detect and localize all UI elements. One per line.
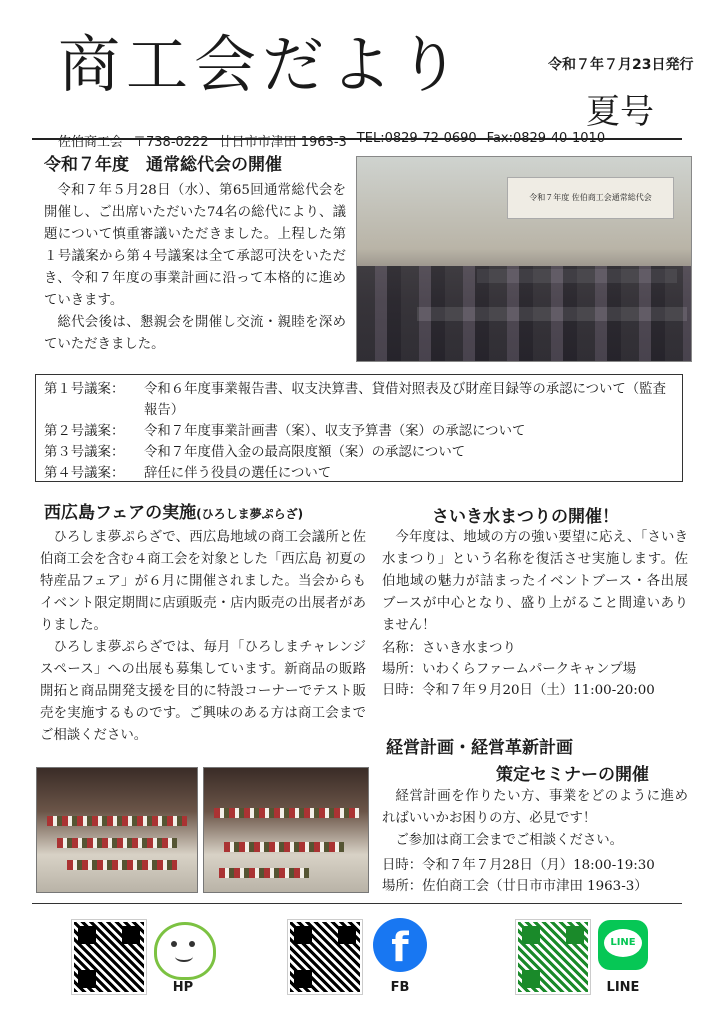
article4-para2: ご参加は商工会までご相談ください。 [395, 833, 624, 848]
newsletter-title: 商工会だより [58, 28, 467, 101]
agenda-box [35, 374, 683, 482]
article1-body [44, 180, 346, 356]
seminar-place: 場所：佐伯商工会（廿日市市津田 1963-3） [382, 879, 648, 894]
article4-heading-line1: 経営計画・経営革新計画 [386, 738, 573, 758]
article3-body [382, 527, 688, 637]
article3-heading: さいき水まつりの開催！ [432, 507, 619, 527]
hp-qr-code[interactable] [72, 920, 146, 994]
footer-rule [32, 903, 682, 904]
org-name: 佐伯商工会 [58, 135, 124, 150]
article2-body [40, 527, 366, 747]
article4-heading-line2: 策定セミナーの開催 [496, 765, 649, 785]
festival-name: 名称：さいき水まつり [382, 641, 516, 656]
line-qr-code[interactable] [516, 920, 590, 994]
festival-place: 場所：いわくらファームパークキャンプ場 [382, 662, 637, 677]
general-meeting-photo [356, 156, 692, 362]
fair-photo-left [36, 767, 198, 893]
facebook-icon[interactable]: f [373, 918, 427, 972]
agenda-item: 第４号議案： 辞任に伴う役員の選任について [44, 466, 332, 481]
issue-date: 令和７年７月23日発行 [548, 57, 694, 73]
meeting-banner: 令和７年度 佐伯商工会通常総代会 [507, 177, 674, 219]
festival-datetime: 日時：令和７年９月20日（土）11:00-20:00 [382, 683, 655, 698]
issue-season: 夏号 [586, 92, 654, 132]
article2-para2: ひろしま夢ぷらざでは、毎月「ひろしまチャレンジスペース」への出展も募集しています。新商品の販路開拓と商品開発支援を目的に特設コーナーでテスト販売を実施するものです。ご興味のある方は商工会までご相談ください。 [40, 640, 366, 743]
seminar-info [382, 855, 655, 897]
postal-code: 〒738-0222 [133, 135, 209, 150]
water-festival-info [382, 638, 655, 701]
agenda-item: 第３号議案： 令和７年度借入金の最高限度額（案）の承認について [44, 445, 466, 460]
tel: TEL:0829-72-0690 [356, 131, 477, 146]
article1-para1: 令和７年５月28日（水）、第65回通常総代会を開催し、ご出席いただいた74名の総代により、議題について慎重審議いただきました。上程した第１号議案から第４号議案は全て承認可決をいただき、令和７年度の事業計画に沿って本格的に進めていきます。 [44, 183, 346, 308]
article2-para1: ひろしま夢ぷらざで、西広島地域の商工会議所と佐伯商工会を含む４商工会を対象とした「西広島 初夏の特産品フェア」が６月に開催されました。当会からもイベント限定期間に店頭販売・店内販売の出展者がありました。 [40, 530, 366, 633]
hp-label[interactable]: HP [172, 980, 194, 995]
article3-para1: 今年度は、地域の方の強い要望に応え、「さいき水まつり」という名称を復活させ実施します。佐伯地域の魅力が詰まったイベントブース・各出展ブースが中心となり、盛り上がること間違いありません！ [382, 530, 688, 633]
article4-body [382, 786, 688, 852]
article4-para1: 経営計画を作りたい方、事業をどのように進めればいいかお困りの方、必見です！ [382, 789, 688, 826]
fax: Fax:0829-40-1010 [486, 131, 606, 146]
agenda-item: 第２号議案： 令和７年度事業計画書（案）、収支予算書（案）の承認について [44, 424, 526, 439]
address: 廿日市市津田 1963-3 [218, 135, 347, 150]
line-label[interactable]: LINE [606, 980, 640, 995]
contact-line [58, 131, 698, 150]
fb-qr-code[interactable] [288, 920, 362, 994]
article1-para2: 総代会後は、懇親会を開催し交流・親睦を深めていただきました。 [44, 315, 346, 352]
fb-label[interactable]: FB [390, 980, 410, 995]
article1-heading: 令和７年度 通常総代会の開催 [44, 155, 282, 175]
article2-heading: 西広島フェアの実施(ひろしま夢ぷらざ) [44, 503, 304, 523]
fair-photo-right [203, 767, 369, 893]
article2-heading-sub: (ひろしま夢ぷらざ) [196, 507, 304, 521]
attendees [357, 266, 691, 361]
mascot-logo-icon [154, 922, 216, 980]
line-bubble-icon: LINE [604, 929, 642, 957]
header-rule [32, 138, 682, 140]
agenda-item: 第１号議案： 令和６年度事業報告書、収支決算書、貸借対照表及び財産目録等の承認について（監査報告） [44, 382, 666, 418]
line-icon[interactable] [598, 920, 648, 970]
seminar-datetime: 日時：令和７年７月28日（月）18:00-19:30 [382, 858, 655, 873]
